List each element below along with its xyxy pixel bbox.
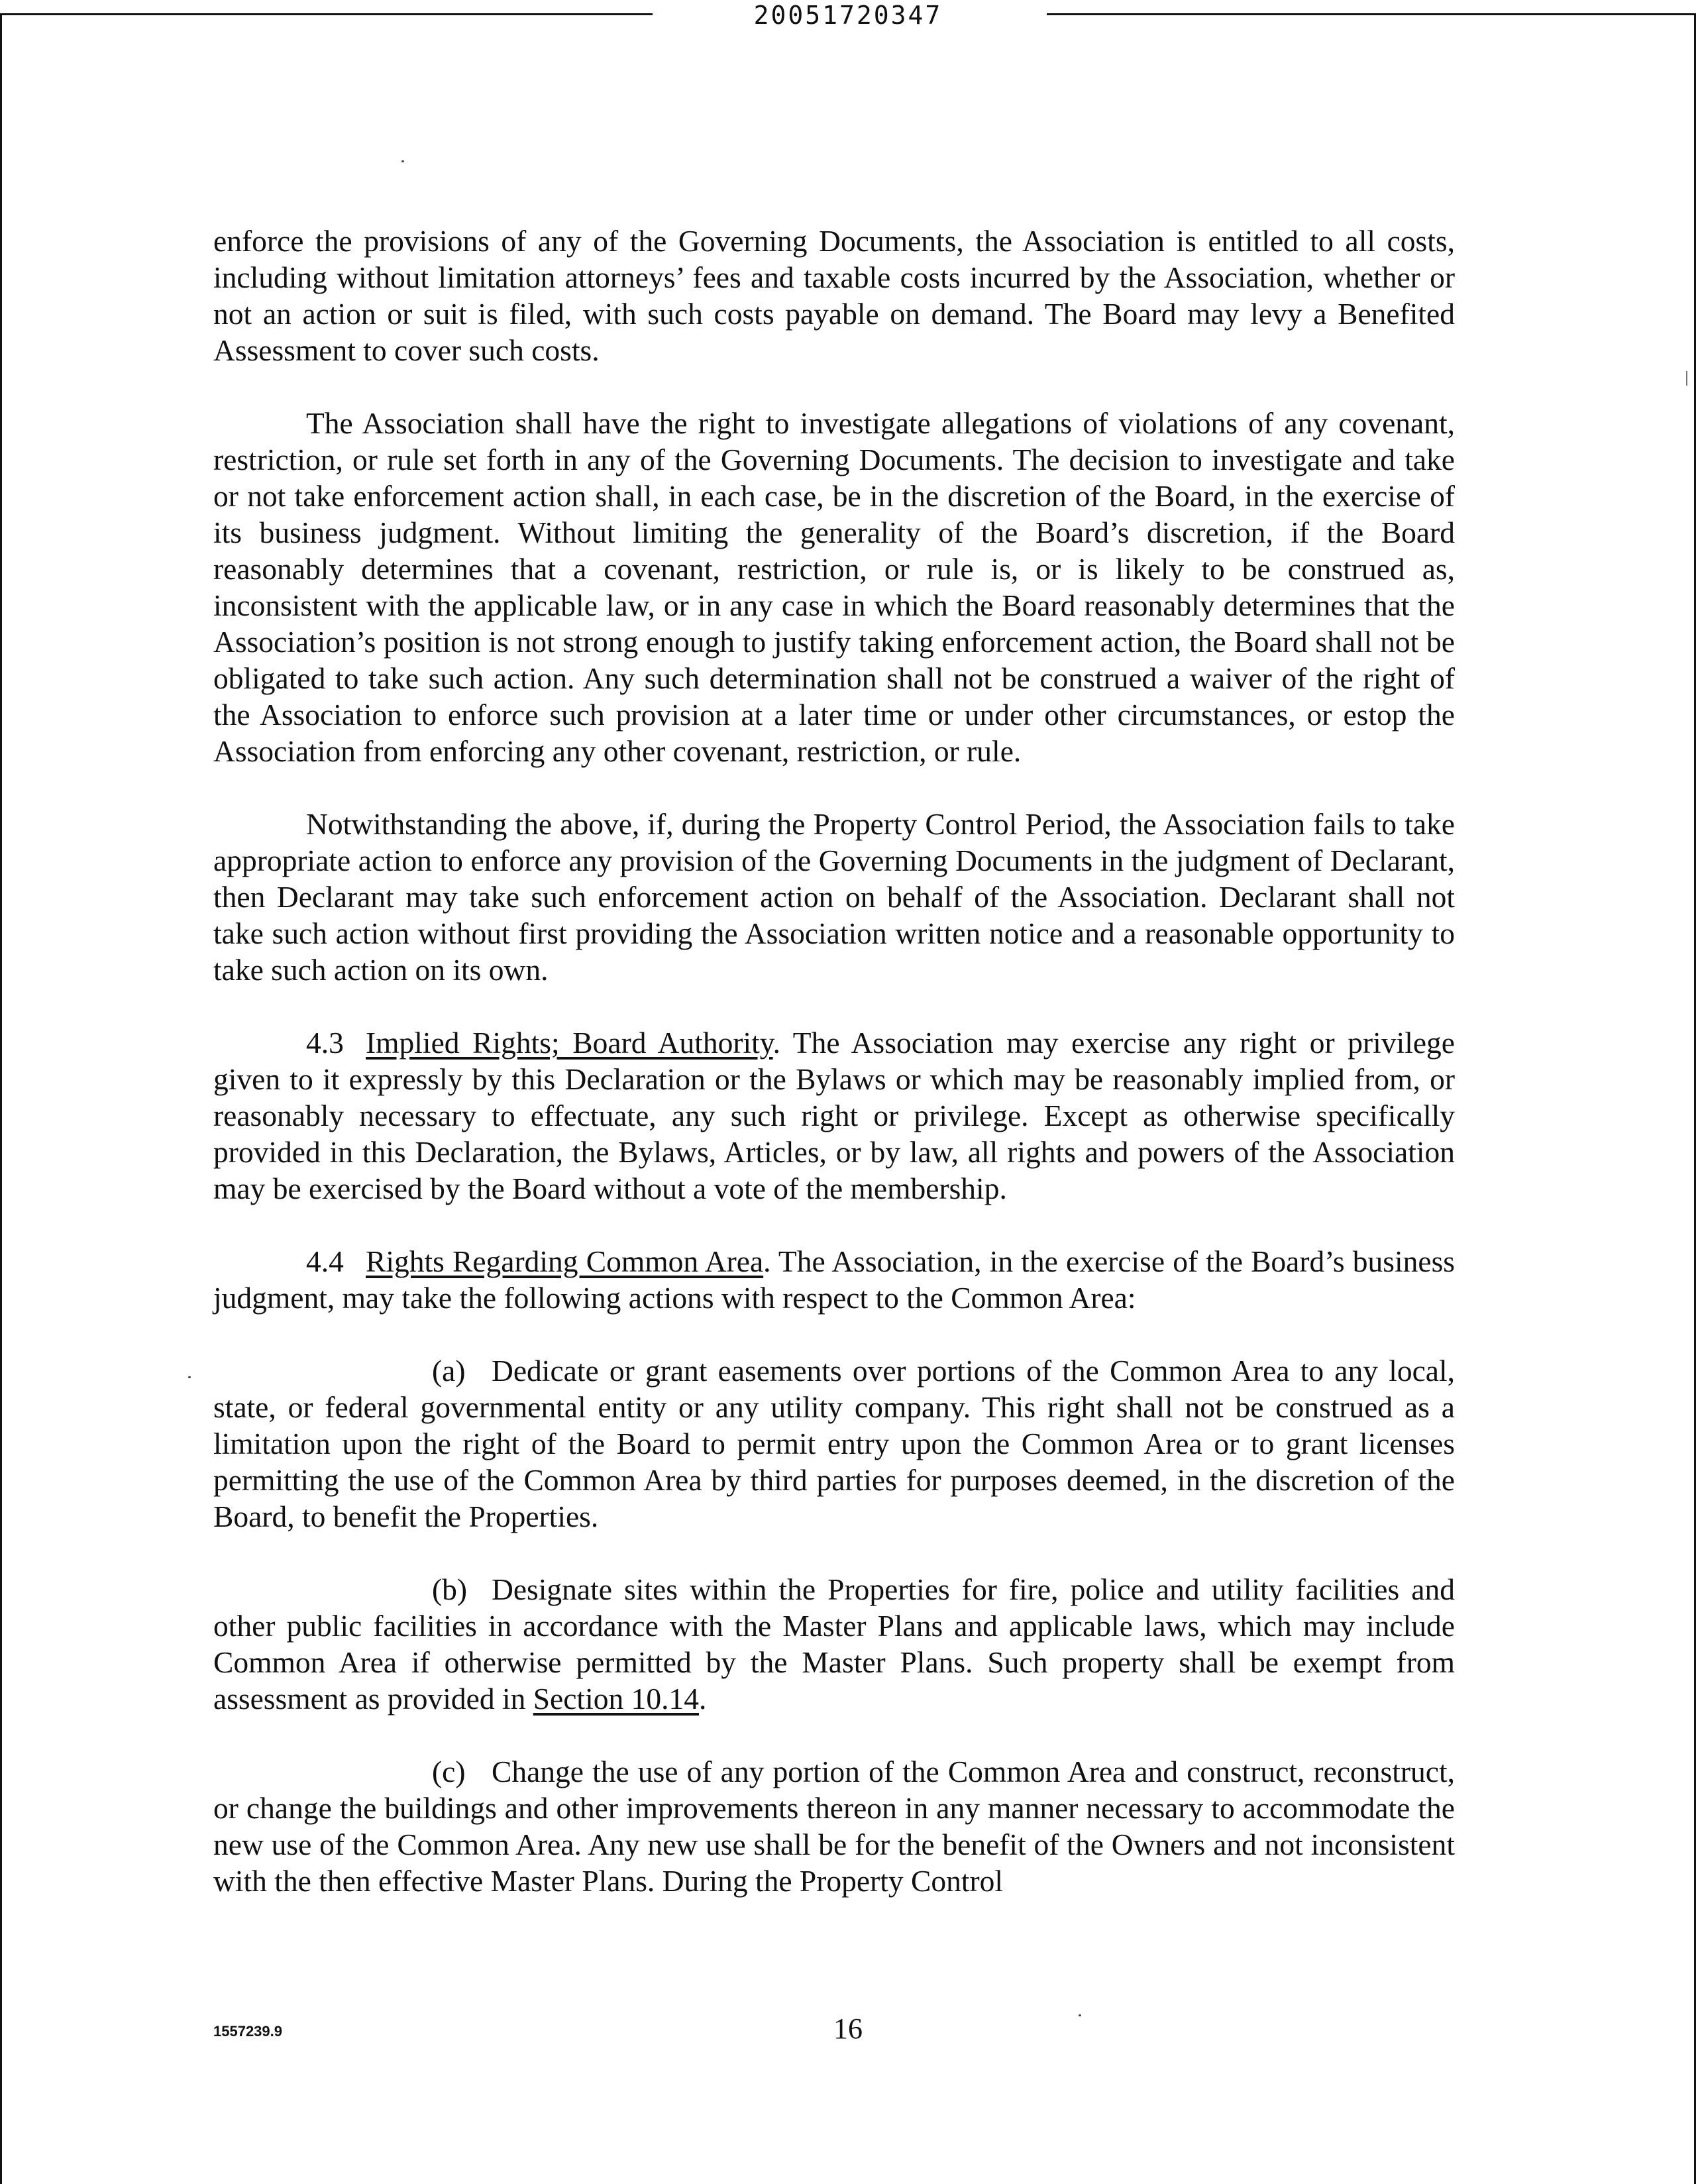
fax-header-number: 20051720347 (753, 1, 943, 30)
section-number: 4.4 (306, 1244, 344, 1278)
scan-speck (401, 160, 404, 162)
subsection-label: (c) (432, 1755, 466, 1788)
section-4-4 (213, 1243, 1455, 1316)
frame-left-line (0, 13, 2, 2184)
subsection-b (213, 1571, 1455, 1717)
scan-speck (188, 1376, 191, 1378)
subsection-label: (a) (432, 1354, 466, 1388)
subsection-body: Dedicate or grant easements over portions of the Common Area to any local, state, or federal governmental entity or any utility company. This right shall not be construed as a limitation upon the right of the Board to permit entry upon the Common Area or to grant licenses permitting the use of the Common Area by third parties for purposes deemed, in the discretion of the Board, to benefit the Properties. (213, 1354, 1455, 1533)
section-body: . The Association, in the exercise of the Board’s business judgment, may take the following actions with respect to the Common Area: (213, 1244, 1455, 1315)
footer-page-number: 16 (833, 2012, 863, 2045)
document-body (213, 223, 1455, 1936)
subsection-body: Change the use of any portion of the Common Area and construct, reconstruct, or change the buildings and other improvements thereon in any manner necessary to accommodate the new use of the Common Area. Any new use shall be for the benefit of the Owners and not inconsistent with the then effective Master Plans. During the Property Control (213, 1755, 1455, 1898)
scan-speck (1079, 2014, 1081, 2016)
section-4-3 (213, 1024, 1455, 1207)
section-reference-link[interactable]: Section 10.14 (533, 1682, 699, 1716)
subsection-tail: . (698, 1682, 707, 1716)
footer-document-number: 1557239.9 (213, 2023, 282, 2040)
subsection-c (213, 1753, 1455, 1899)
scan-mark (1686, 371, 1687, 386)
section-heading: Implied Rights; Board Authority (366, 1026, 773, 1060)
section-number: 4.3 (306, 1026, 344, 1060)
paragraph-investigation-rights: The Association shall have the right to investigate allegations of violations of any covenant, restriction, or rule set forth in any of the Governing Documents. The decision to investigate and take or not take enforcement action shall, in each case, be in the discretion of the Board, in the exercise of its business judgment. Without limiting the generality of the Board’s discretion, if the Board reasonably determines that a covenant, restriction, or rule is, or is likely to be construed as, inconsistent with the applicable law, or in any case in which the Board reasonably determines that the Association’s position is not strong enough to justify taking enforcement action, the Board shall not be obligated to take such action. Any such determination shall not be construed a waiver of the right of the Association to enforce such provision at a later time or under other circumstances, or estop the Association from enforcing any other covenant, restriction, or rule. (213, 406, 1455, 768)
subsection-label: (b) (432, 1572, 468, 1606)
paragraph-declarant-enforcement: Notwithstanding the above, if, during the Property Control Period, the Association fails to take appropriate action to enforce any provision of the Governing Documents in the judgment of Declarant, then Declarant may take such enforcement action on behalf of the Association. Declarant shall not take such action without first providing the Association written notice and a reasonable opportunity to take such action on its own. (213, 807, 1455, 987)
section-heading: Rights Regarding Common Area (366, 1244, 764, 1278)
subsection-body: Designate sites within the Properties for fire, police and utility facilities and other public facilities in accordance with the Master Plans and applicable laws, which may include Common Area if otherwise permitted by the Master Plans. Such property shall be exempt from assessment as provided in (213, 1572, 1455, 1716)
subsection-a (213, 1352, 1455, 1535)
paragraph-enforcement-costs: enforce the provisions of any of the Governing Documents, the Association is entitled to all costs, including without limitation attorneys’ fees and taxable costs incurred by the Association, whether or not an action or suit is filed, with such costs payable on demand. The Board may levy a Benefited Assessment to cover such costs. (213, 224, 1455, 367)
section-body: . The Association may exercise any right or privilege given to it expressly by this Declaration or the Bylaws or which may be reasonably implied from, or reasonably necessary to effectuate, any such right or privilege. Except as otherwise specifically provided in this Declaration, the Bylaws, Articles, or by law, all rights and powers of the Association may be exercised by the Board without a vote of the membership. (213, 1026, 1455, 1205)
